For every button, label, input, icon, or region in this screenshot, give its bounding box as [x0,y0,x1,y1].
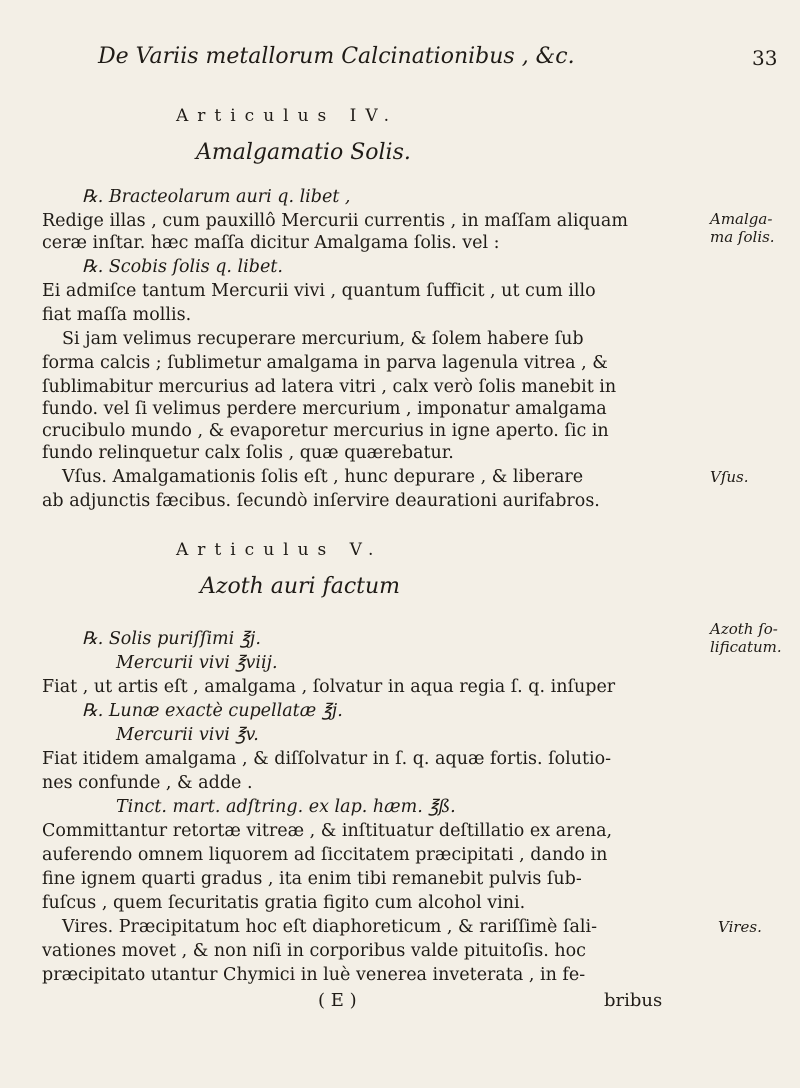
text-line: Committantur retortæ vitreæ , & inſtituatur deſtillatio ex arena, [42,821,613,841]
text-line: Fiat itidem amalgama , & diſſolvatur in ſ. q. aquæ fortis. ſolutio- [42,749,612,769]
article-4-title: Articulus IV. [176,106,399,126]
margin-note: Vires. [718,918,762,936]
margin-note: Azoth ſo- [710,620,778,638]
text-line: Tinct. mart. adſtring. ex lap. hæm. ℥ß. [116,797,456,817]
catchword: bribus [604,990,663,1011]
article-5-subtitle: Azoth auri factum [200,574,401,599]
margin-note: lificatum. [710,638,782,656]
signature-mark: ( E ) [318,990,357,1011]
text-line: fiat maſſa mollis. [42,305,192,325]
text-line: Ei admiſce tantum Mercurii vivi , quantum ſufficit , ut cum illo [42,281,596,301]
text-line: Redige illas , cum pauxillô Mercurii currentis , in maſſam aliquam [42,211,628,231]
text-line: Vires. Præcipitatum hoc eſt diaphoreticum , & rariſſimè ſali- [62,917,597,937]
margin-note: ma ſolis. [710,228,775,246]
text-line: fuſcus , quem ſecuritatis gratia figito cum alcohol vini. [42,893,526,913]
running-title: De Variis metallorum Calcinationibus , &c. [98,44,575,69]
text-line: Vſus. Amalgamationis ſolis eſt , hunc depurare , & liberare [62,467,584,487]
text-line: Fiat , ut artis eſt , amalgama , ſolvatur in aqua regia ſ. q. inſuper [42,677,616,697]
text-line: forma calcis ; ſublimetur amalgama in parva lagenula vitrea , & [42,353,608,373]
text-line: ab adjunctis fæcibus. ſecundò inſervire deaurationi aurifabros. [42,491,600,511]
text-line: Mercurii vivi ℥viij. [116,653,278,673]
text-line: ℞. Scobis ſolis q. libet. [82,257,283,277]
text-line: præcipitato utantur Chymici in luè venerea inveterata , in fe- [42,965,586,985]
text-line: Si jam velimus recuperare mercurium, & ſolem habere ſub [62,329,584,349]
margin-note: Amalga- [710,210,773,228]
page-number: 33 [752,46,778,70]
text-line: ℞. Lunæ exactè cupellatæ ℥j. [82,701,343,721]
text-line: Mercurii vivi ℥v. [116,725,259,745]
article-5-title: Articulus V. [176,540,383,560]
text-line: nes confunde , & adde . [42,773,253,793]
text-line: crucibulo mundo , & evaporetur mercurius in igne aperto. ſic in [42,421,609,441]
text-line: ſublimabitur mercurius ad latera vitri , calx verò ſolis manebit in [42,377,617,397]
text-line: ceræ inſtar. hæc maſſa dicitur Amalgama ſolis. vel : [42,233,500,253]
text-line: fine ignem quarti gradus , ita enim tibi remanebit pulvis ſub- [42,869,582,889]
margin-note: Vſus. [710,468,749,486]
article-4-subtitle: Amalgamatio Solis. [196,140,411,165]
text-line: fundo. vel ſi velimus perdere mercurium , imponatur amalgama [42,399,607,419]
text-line: ℞. Bracteolarum auri q. libet , [82,187,351,207]
text-line: auferendo omnem liquorem ad ſiccitatem præcipitati , dando in [42,845,608,865]
text-line: fundo relinquetur calx ſolis , quæ quærebatur. [42,443,454,463]
text-line: ℞. Solis puriſſimi ℥j. [82,629,261,649]
text-line: vationes movet , & non niſi in corporibus valde pituitoſis. hoc [42,941,586,961]
